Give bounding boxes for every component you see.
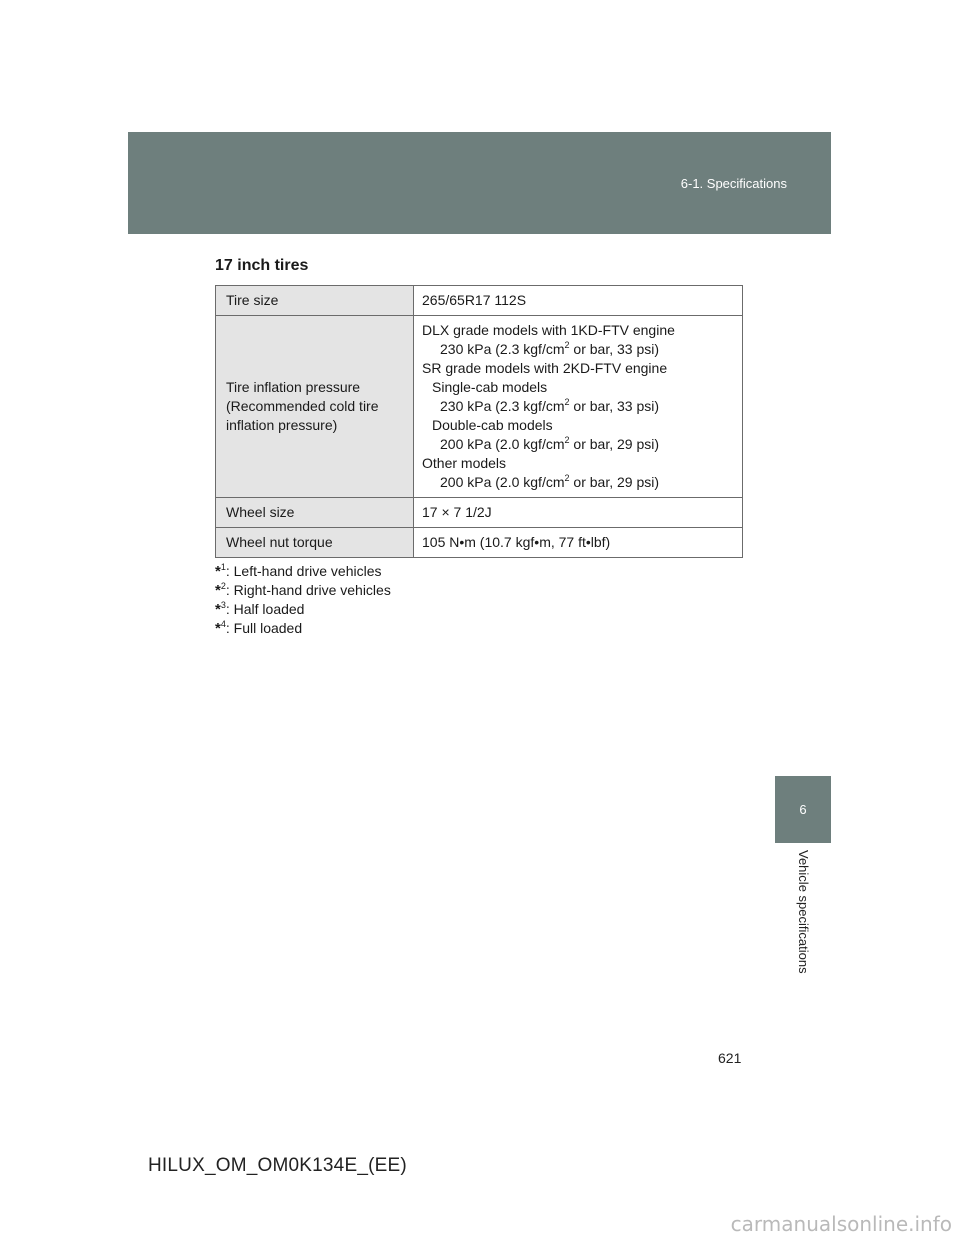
chapter-label: Vehicle specifications [796,850,811,974]
document-code: HILUX_OM_OM0K134E_(EE) [148,1155,407,1176]
section-breadcrumb: 6-1. Specifications [680,176,787,191]
chapter-tab [775,776,831,843]
sr-double-pressure: 200 kPa (2.0 kgf/$cm^2$ or bar, 29 psi) [440,435,660,452]
table-row-tire-pressure [216,316,743,498]
tire-pressure-label-line: (Recommended cold tire [226,398,379,414]
wheel-size-value: 17 × 7 1/2J [414,498,743,528]
tire-size-value: 265/65R17 112S [414,286,743,316]
dlx-heading: DLX grade models with 1KD-FTV engine [422,322,675,338]
dlx-pressure: 230 kPa (2.3 kgf/$cm^2$ or bar, 33 psi) [440,340,660,357]
footnote: *$^1$: Left-hand drive vehicles [215,562,382,580]
tire-spec-table [215,285,743,558]
footnote: *$^2$: Right-hand drive vehicles [215,581,391,599]
chapter-number: 6 [799,802,807,817]
other-heading: Other models [422,455,507,471]
table-row-tire-size [216,286,743,316]
tire-pressure-label [216,316,414,498]
table-row-wheel-size [216,498,743,528]
table-row-wheel-nut-torque [216,528,743,558]
wheel-nut-torque-label: Wheel nut torque [216,528,414,558]
wheel-nut-torque-value: 105 N•m (10.7 kgf•m, 77 ft•lbf) [414,528,743,558]
other-pressure: 200 kPa (2.0 kgf/$cm^2$ or bar, 29 psi) [440,473,660,490]
section-title: 17 inch tires [215,257,309,274]
page-number: 621 [718,1050,742,1066]
sr-double-heading: Double-cab models [432,417,553,433]
tire-pressure-value [414,316,743,498]
sr-single-pressure: 230 kPa (2.3 kgf/$cm^2$ or bar, 33 psi) [440,397,660,414]
footnotes [215,562,391,638]
wheel-size-label: Wheel size [216,498,414,528]
header-band [128,132,831,234]
tire-size-label: Tire size [216,286,414,316]
footnote: *$^4$: Full loaded [215,619,303,637]
footnote: *$^3$: Half loaded [215,600,305,618]
sr-single-heading: Single-cab models [432,379,548,395]
watermark: carmanualsonline.info [730,1212,952,1236]
sr-heading: SR grade models with 2KD-FTV engine [422,360,668,376]
tire-pressure-label-line: inflation pressure) [226,417,338,433]
tire-pressure-label-line: Tire inflation pressure [226,379,361,395]
